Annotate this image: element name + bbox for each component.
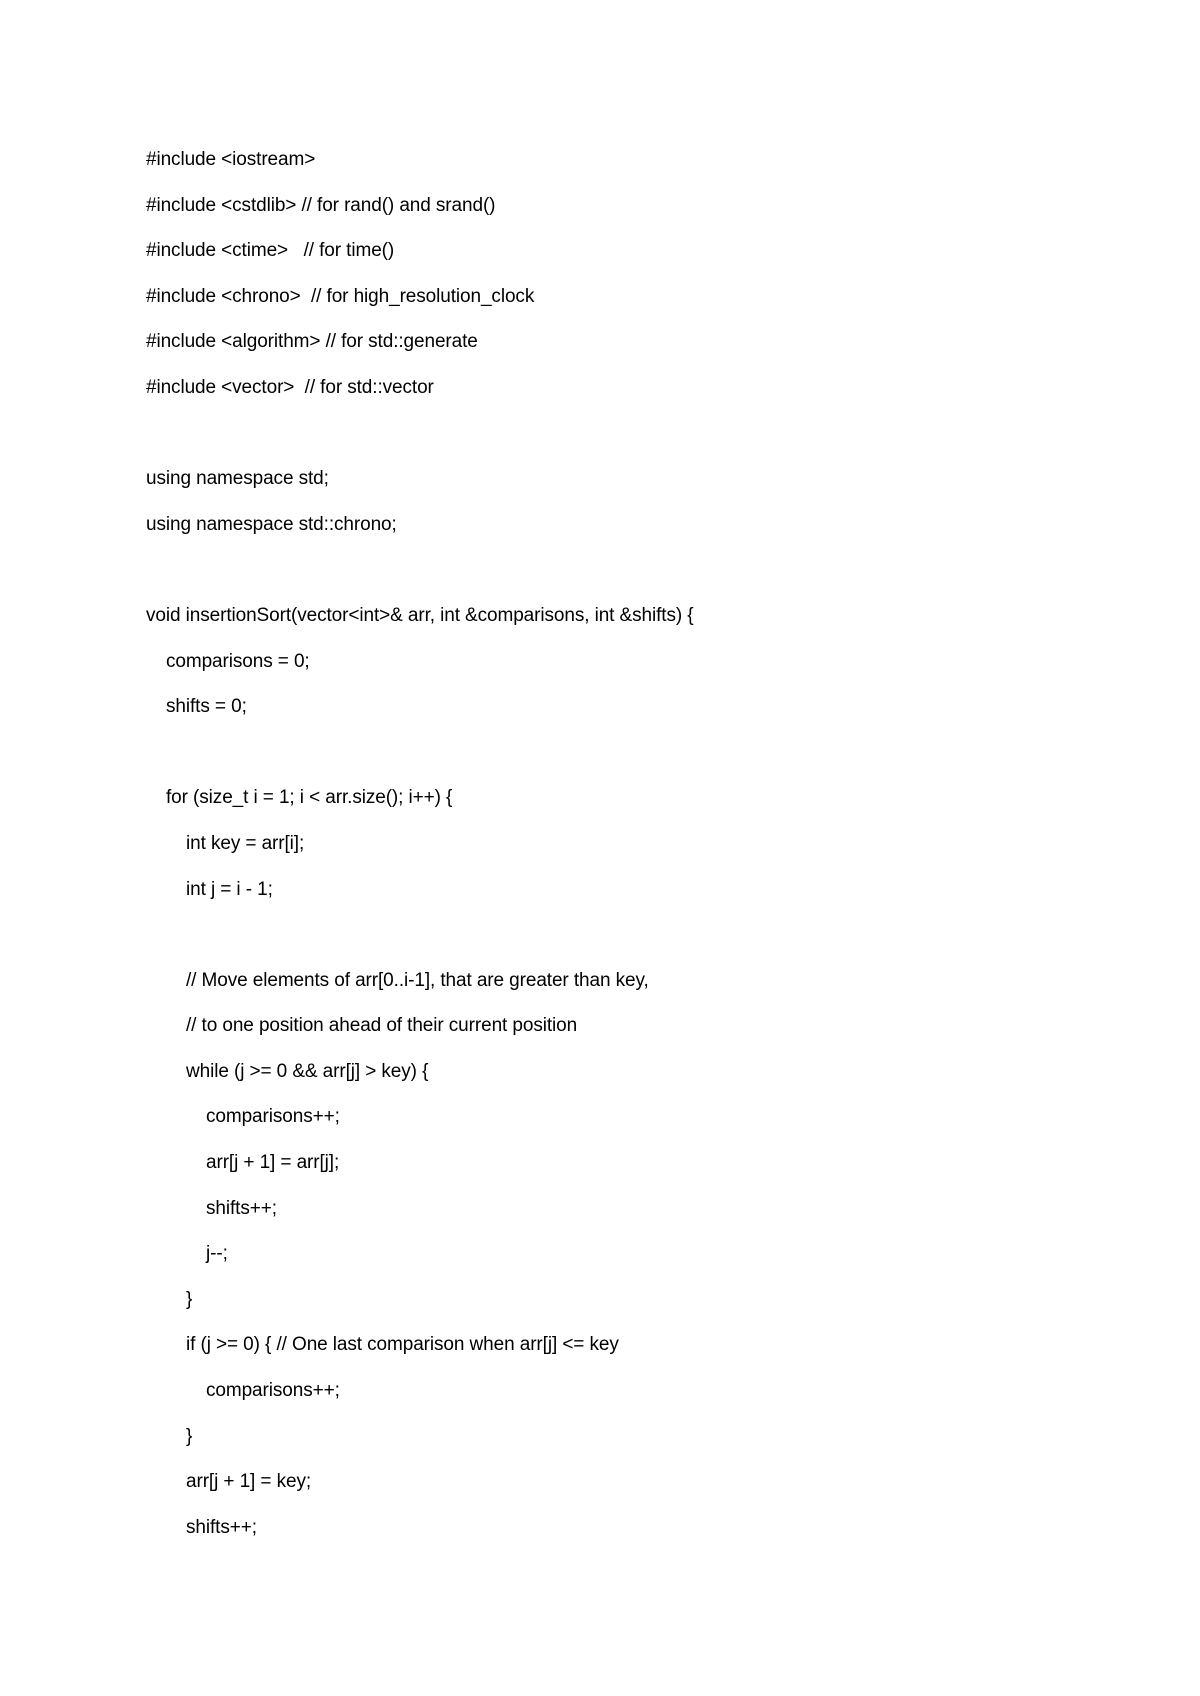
- code-line: using namespace std;: [146, 468, 329, 490]
- code-line: #include <algorithm> // for std::generate: [146, 331, 478, 353]
- code-line: arr[j + 1] = arr[j];: [206, 1152, 340, 1174]
- code-line: void insertionSort(vector<int>& arr, int &comparisons, int &shifts) {: [146, 604, 694, 626]
- blank-line: [146, 420, 1146, 466]
- code-line: arr[j + 1] = key;: [186, 1471, 312, 1493]
- code-line: }: [186, 1425, 193, 1447]
- blank-line: [146, 921, 1146, 967]
- code-line: #include <vector> // for std::vector: [146, 376, 434, 398]
- code-listing: [146, 146, 1146, 1559]
- code-line: #include <chrono> // for high_resolution_clock: [146, 285, 535, 307]
- code-line: int key = arr[i];: [186, 832, 305, 854]
- code-line: comparisons++;: [206, 1106, 340, 1128]
- code-line: #include <cstdlib> // for rand() and srand(): [146, 194, 496, 216]
- code-line: // Move elements of arr[0..i-1], that are greater than key,: [186, 969, 649, 991]
- code-line: j--;: [206, 1243, 228, 1265]
- code-line: while (j >= 0 && arr[j] > key) {: [186, 1060, 429, 1082]
- code-line: #include <ctime> // for time(): [146, 240, 395, 262]
- code-line: #include <iostream>: [146, 149, 316, 170]
- code-line: using namespace std::chrono;: [146, 513, 397, 535]
- blank-line: [146, 739, 1146, 785]
- code-line: int j = i - 1;: [186, 878, 273, 900]
- code-line: shifts = 0;: [166, 696, 247, 718]
- code-line: shifts++;: [206, 1197, 277, 1219]
- code-line: shifts++;: [186, 1516, 257, 1538]
- code-line: for (size_t i = 1; i < arr.size(); i++) {: [166, 787, 453, 809]
- code-line: comparisons = 0;: [166, 650, 310, 672]
- blank-line: [146, 556, 1146, 602]
- code-line: // to one position ahead of their current position: [186, 1015, 578, 1037]
- code-line: if (j >= 0) { // One last comparison when arr[j] <= key: [186, 1334, 619, 1356]
- code-line: comparisons++;: [206, 1380, 340, 1402]
- code-line: }: [186, 1288, 193, 1310]
